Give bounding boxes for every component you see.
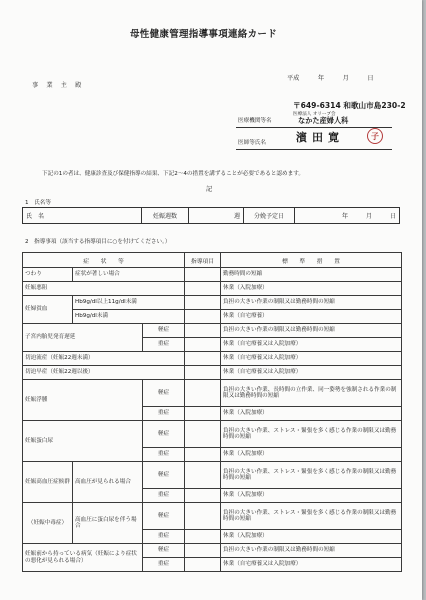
table-row: Hb9g/dl未満 休業（自宅療養） xyxy=(23,310,402,324)
table-row: 妊娠悪阻 休業（入院加療） xyxy=(23,282,402,296)
table-row: 妊婦貧血 Hb9g/dl以上11g/dl未満 負担の大きい作業の制限又は勤務時間の短縮 xyxy=(23,296,402,310)
clinic-label: 医療機関等名 xyxy=(238,118,272,124)
item-checkbox[interactable] xyxy=(185,530,221,544)
symptom-name: 妊娠前から持っている病気（妊娠により症状の悪化が見られる場合） xyxy=(23,544,143,572)
weeks-label-cell: 妊娠週数 xyxy=(142,208,189,224)
table-row: 重症 休業（入院加療） xyxy=(23,530,402,544)
symptom-name: 切迫流産（妊娠22週未満） xyxy=(23,352,185,366)
date-field: 平成 年 月 日 xyxy=(287,75,374,82)
item-checkbox[interactable] xyxy=(185,462,221,489)
header-symptom: 症 状 等 xyxy=(23,253,185,268)
clinic-name: なかた産婦人科 xyxy=(298,116,349,125)
table-row: 妊娠蛋白尿 軽症 負担の大きい作業、ストレス・緊張を多く感じる作業の制限又は勤務時間の短縮 xyxy=(23,421,402,448)
doctor-seal: 子 xyxy=(367,128,383,144)
item-checkbox[interactable] xyxy=(185,558,221,572)
item-checkbox[interactable] xyxy=(185,352,221,366)
table-row: 切迫流産（妊娠22週未満） 休業（自宅療養又は入院加療） xyxy=(23,352,402,366)
clinic-address: 〒649-6314 和歌山市島230-2 xyxy=(293,101,406,110)
item-checkbox[interactable] xyxy=(185,421,221,448)
item-checkbox[interactable] xyxy=(185,448,221,462)
table-row: （妊娠中毒症） 高血圧に蛋白尿を伴う場合 軽症 負担の大きい作業、ストレス・緊張を多く感じる作業の制限又は勤務時間の短縮 xyxy=(23,503,402,530)
item-checkbox[interactable] xyxy=(185,366,221,380)
due-value-cell[interactable]: 年 月 日 xyxy=(295,208,400,224)
item-checkbox[interactable] xyxy=(185,544,221,558)
item-checkbox[interactable] xyxy=(185,380,221,407)
table-row: 重症 休業（入院加療） xyxy=(23,407,402,421)
symptom-name: 高血圧に蛋白尿を伴う場合 xyxy=(73,503,143,544)
table-row: つわり 症状が著しい場合 勤務時間の短縮 xyxy=(23,268,402,282)
symptom-name: 切迫早産（妊娠22週以後） xyxy=(23,366,185,380)
clinic-org-small: 医療法人 オリーブ会 xyxy=(293,112,336,117)
item-checkbox[interactable] xyxy=(185,296,221,310)
doctor-underline xyxy=(236,149,392,150)
item-checkbox[interactable] xyxy=(185,324,221,338)
symptom-name: 妊娠蛋白尿 xyxy=(23,421,143,462)
symptom-group: 妊娠高血圧症候群 xyxy=(23,462,73,503)
table-row: 妊娠浮腫 軽症 負担の大きい作業、長時間の立作業、同一姿勢を強制される作業の制限又は勤務時間の短縮 xyxy=(23,380,402,407)
table-header-row xyxy=(23,253,402,268)
table-row: 重症 休業（自宅療養又は入院加療） xyxy=(23,558,402,572)
table-row: 子宮内胎児発育遅延 軽症 負担の大きい作業の制限又は勤務時間の短縮 xyxy=(23,324,402,338)
employer-label: 事 業 主 殿 xyxy=(32,82,83,89)
item-checkbox[interactable] xyxy=(185,503,221,530)
name-cell[interactable]: 氏 名 xyxy=(23,208,142,224)
table-row: 妊娠高血圧症候群 高血圧が見られる場合 軽症 負担の大きい作業、ストレス・緊張を多く感じる作業の制限又は勤務時間の短縮 xyxy=(23,462,402,489)
item-checkbox[interactable] xyxy=(185,310,221,324)
header-item: 指導項目 xyxy=(185,253,221,268)
symptom-name: 妊娠悪阻 xyxy=(23,282,185,296)
symptom-name: 子宮内胎児発育遅延 xyxy=(23,324,143,352)
guidance-table xyxy=(22,252,402,572)
item-checkbox[interactable] xyxy=(185,268,221,282)
section-2-heading: 2 指導事項（該当する指導項目に○を付けてください。） xyxy=(25,239,171,245)
patient-info-table xyxy=(22,207,400,224)
header-measures: 標 準 措 置 xyxy=(221,253,402,268)
table-row: 重症 休業（入院加療） xyxy=(23,489,402,503)
symptom-group-sub: （妊娠中毒症） xyxy=(23,503,73,544)
clinic-underline xyxy=(236,127,392,128)
table-row: 重症 休業（入院加療） xyxy=(23,448,402,462)
symptom-name: つわり xyxy=(23,268,73,282)
doctor-label: 医師等氏名 xyxy=(238,140,266,146)
item-checkbox[interactable] xyxy=(185,407,221,421)
weeks-value-cell[interactable]: 週 xyxy=(189,208,244,224)
symptom-name: 妊娠浮腫 xyxy=(23,380,143,421)
section-1-heading: 1 氏名等 xyxy=(25,200,51,206)
document-title: 母性健康管理指導事項連絡カード xyxy=(130,29,278,40)
due-label-cell: 分娩予定日 xyxy=(244,208,295,224)
table-row: 妊娠前から持っている病気（妊娠により症状の悪化が見られる場合） 軽症 負担の大きい作業の制限又は勤務時間の短縮 xyxy=(23,544,402,558)
item-checkbox[interactable] xyxy=(185,338,221,352)
doctor-name: 濱田寛 xyxy=(296,131,344,144)
symptom-name: 高血圧が見られる場合 xyxy=(73,462,143,503)
ki-label: 記 xyxy=(206,186,213,193)
item-checkbox[interactable] xyxy=(185,489,221,503)
table-row: 重症 休業（自宅療養又は入院加療） xyxy=(23,338,402,352)
intro-text: 下記の1の者は、健康診査及び保健指導の結果、下記2～4の措置を講ずることが必要であると認めます。 xyxy=(42,171,304,177)
table-row: 切迫早産（妊娠22週以後） 休業（自宅療養又は入院加療） xyxy=(23,366,402,380)
symptom-name: 妊婦貧血 xyxy=(23,296,73,324)
item-checkbox[interactable] xyxy=(185,282,221,296)
